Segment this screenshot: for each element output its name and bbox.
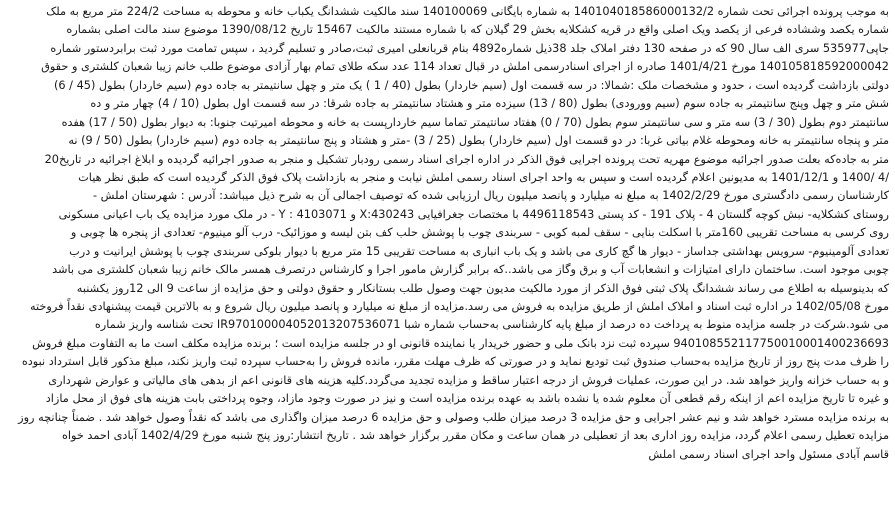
notice-line: می شود.شرکت در جلسه مزایده منوط به پرداخت ده درصد از مبلغ پایه کارشناسی به‌حساب شماره شبا IR970100004052013207536071 تحت شناسه واریز شماره bbox=[94, 318, 889, 332]
notice-line: شماره یکصد وششاده فرعی از یکصد ویک اصلی واقع در قریه کشکلایه بخش 29 گیلان که با شماره مستند مالکیت 15467 تاریخ 1390/08/12 موضوع سند مالت اصلی بشماره bbox=[66, 23, 889, 37]
notice-line: متر و پنجاه سانتیمتر به خانه ومحوطه غلام بیاتی غربا: در دو قسمت اول (سیم خاردار) بطول (25 / 3) -متر و هشتاد و پنج سانتیمتر به جاده دوم (سیم خاردار) بطول (50 / 9) نه bbox=[68, 134, 889, 148]
notice-line: مورخ 1402/05/08 در اداره ثبت اسناد و املاک املش از طریق مزایده به فروش می رسد.مزایده از مبلغ نه میلیارد و پانصد میلیون ریال شروع و به بالاترین قیمت پیشنهادی نقداً فروخته bbox=[29, 300, 889, 313]
notice-line: متر به جاده‌که بعلت صدور اجرائیه موضوع مهریه تحت پرونده اجرایی فوق الذکر در اداره اجرای اسناد رسمی رودبار تشکیل و منجر به صدور اجرائیه گردیده و ابلاغ اجرائیه در تاریخ20 bbox=[44, 152, 889, 166]
notice-line: شش متر و چهل وپنج سانتیمتر به جاده سوم (سیم وورودی) بطول (80 / 13) سیزده متر و هشتاد سانتیمتر به جاده شرقا: در سه قسمت اول بطول (10 / 4) چهار متر و ده bbox=[90, 97, 889, 111]
notice-line: کارشناسان رسمی دادگستری مورخ 1402/2/29 به مبلغ نه میلیارد و پانصد میلیون ریال ارزیابی شده که توصیف اجمالی آن به شرح ذیل میباشد: آدرس : شهرستان املش - bbox=[93, 189, 889, 203]
notice-line: تعدادی آلومینیوم- سرویس بهداشتی جداساز - دیوار ها گچ کاری می باشد و یک باب انباری به مساحت تقریبی 15 متر مربع با دیوار بلوکی سربندی چوب با پوشش ایرانیت و درب bbox=[69, 244, 889, 258]
notice-line: به برنده مزایده مسترد خواهد شد و نیم عشر اجرایی و حق مزایده 3 درصد میزان طلب وصولی و حق مزایده 6 درصد میزان واگذاری می باشد که نقداً وصول خواهد شد . ضمناً چنانچه روز bbox=[18, 410, 889, 424]
notice-line bbox=[8, 464, 889, 482]
notice-line: سانتیمتر دوم بطول (30 / 3) سه متر و سی سانتیمتر سوم بطول (70 / 0) هفتاد سانتیمتر تماما سیم خاردارپست به خانه و محوطه امیرتیت جنوبا: به دیوار بطول (50 / 17) هفده bbox=[61, 115, 889, 129]
notice-line: چوبی موجود است. ساختمان دارای امتیازات و انشعابات آب و برق وگاز می باشد..که برابر گزارش مامور اجرا و کارشناس درتصرف همسر مالک خانم زیبا شعبان کلشتری می باشد bbox=[52, 263, 889, 277]
notice-line: مزایده تعطیل رسمی اعلام گردد، مزایده روز اداری بعد از تعطیلی در همان ساعت و مکان مقرر برگزار خواهد شد . تاریخ انتشار:روز پنج شنبه مورخ 1402/4/29 آبادی احمد خواه bbox=[61, 429, 889, 443]
notice-line: و غیره تا تاریخ مزایده اعم از اینکه رقم قطعی آن معلوم شده یا نشده باشد به عهده برنده مزایده است و نیز در صورت وجود مازاد، وجوه پرداختی بابت هزینه های فوق از محل مازاد bbox=[45, 392, 889, 406]
notice-line: به موجب پرونده اجرائی تحت شماره 140104018586000132/2 به شماره بایگانی 140100069 سند مالکیت ششدانگ یکباب خانه و محوطه به مساحت 224/2 متر مربع به ملک bbox=[46, 5, 889, 18]
notice-line: روستای کشکلایه- نبش کوچه گلستان 4 - پلاک 191 - کد پستی 4496118543 با مختصات جغرافیایی 430243:X و 4103071 : Y - در ملک مورد مزایده یک باب اعیانی مسکونی bbox=[58, 207, 889, 221]
notice-line: که بدینوسیله به اطلاع می رساند ششدانگ پلاک ثبتی فوق الذکر از مورد مالکیت مدیون جهت وصول طلب بستانکار و حقوق دولتی و حق مزایده از ساعت 9 الی 12روز یکشنبه bbox=[76, 281, 889, 295]
notice-line: را ظرف مدت پنج روز از تاریخ مزایده به‌حساب صندوق ثبت تودیع نماید و در صورتی که ظرف مهلت مقرر، مانده فروش را به‌حساب سپرده ثبت واریز نکند، مبلغ مذکور قابل استرداد نبوده bbox=[21, 355, 889, 369]
notice-line: جاپی535977 سری الف سال 90 که در صفحه 130 دفتر املاک جلد 38ذیل شماره4892 بنام قربانعلی امیری ثبت،صادر و تسلیم گردید ، سپس تمامت مورد ثبت برابردستور شماره bbox=[50, 41, 889, 55]
notice-line: /4 /1400 و 1401/12/1 به مدیونین اعلام گردیده است و سپس به واحد اجرای اسناد رسمی املش نیابت و منجر به بازداشت پلاک فوق الذکر گردیده است که طبق نظر هیات bbox=[78, 170, 889, 184]
notice-line: و به حساب خزانه واریز خواهد شد. در این صورت، عملیات فروش از درجه اعتبار ساقط و مزایده تجدید می‌گردد.کلیه هزینه های قانونی اعم از بدهی های مالیاتی و عوارض شهرداری bbox=[48, 373, 889, 387]
notice-line: 940108552117750010001400236693 سپرده ثبت نزد بانک ملی و حضور خریدار یا نماینده قانونی او در جلسه مزایده است ؛ برنده مزایده مکلف است ما به التفاوت مبلغ فروش bbox=[32, 336, 889, 350]
notice-line: قاسم آبادی مسئول واحد اجرای اسناد رسمی املش bbox=[648, 447, 889, 461]
notice-line: دولتی بازداشت گردیده است ، حدود و مشخصات ملک :شمالا: در سه قسمت اول (سیم خاردار) بطول (40 / 1 ) یک متر و چهل سانتیمتر به جاده دوم (سیم خاردار) بطول (45 / 6) bbox=[53, 78, 889, 92]
notice-line: 140105818592000042 مورخ 1401/4/21 صادره از اجرای اسنادرسمی املش در قبال تعداد 114 عدد سکه طلای تمام بهار آزادی موضوع طلب خانم زیبا شعبان کلشتری و حقوق bbox=[41, 60, 889, 74]
notice-line: روی کرسی به مساحت تقریبی 160متر با اسکلت بنایی - سقف لمبه کوبی - سربندی چوب با پوشش حلب کف بتن لیسه و موزائیک- درب آلو مینیوم- تعدادی از پنجره ها چوبی و bbox=[70, 226, 889, 240]
